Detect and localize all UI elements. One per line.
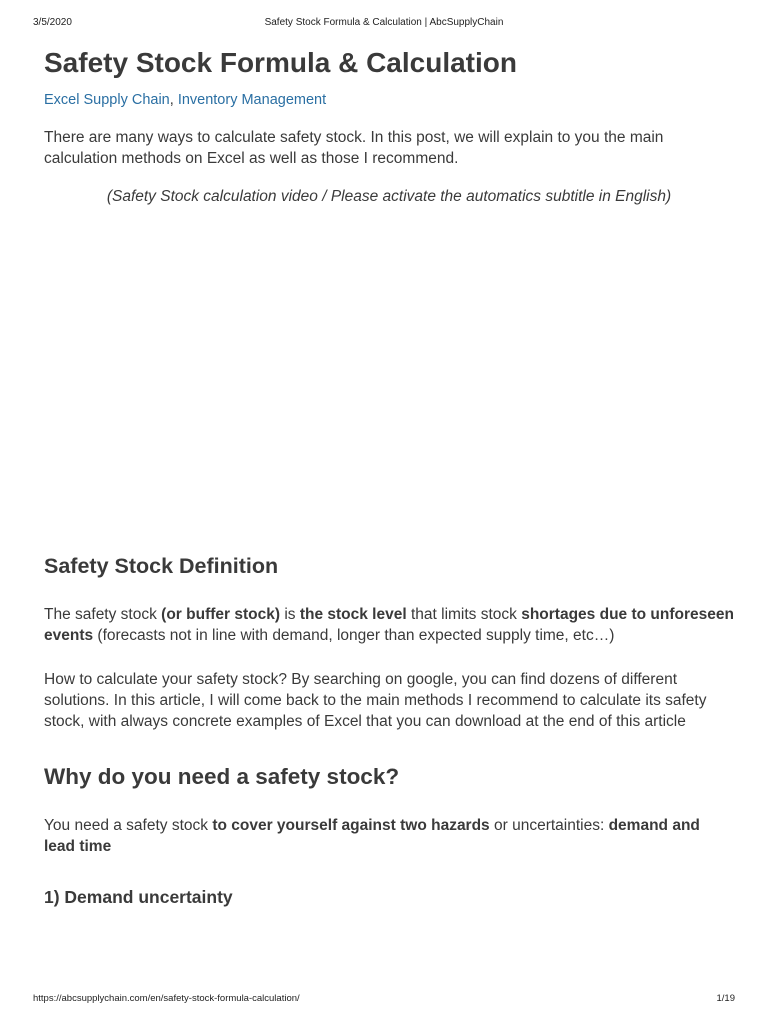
bold-stock-level: the stock level: [299, 606, 407, 623]
page-title: Safety Stock Formula & Calculation: [44, 47, 517, 78]
bold-buffer-stock: (or buffer stock): [161, 606, 281, 623]
intro-paragraph: There are many ways to calculate safety stock. In this post, we will explain to you the main calculation methods on Excel as well as those I recommend.: [44, 129, 664, 167]
bold-two-hazards: to cover yourself against two hazards: [212, 817, 490, 834]
print-page-title: Safety Stock Formula & Calculation | AbcSupplyChain: [264, 17, 504, 28]
category-separator: ,: [169, 92, 178, 108]
how-to-paragraph: How to calculate your safety stock? By searching on google, you can find dozens of different solutions. In this article, I will come back to the main methods I recommend to calculate its safety stock, with always concrete examples of Excel that you can download at the end of this article: [44, 671, 707, 730]
why-paragraph: You need a safety stock to cover yourself against two hazards or uncertainties: demand and lead time: [44, 817, 700, 855]
demand-uncertainty-heading: 1) Demand uncertainty: [44, 887, 233, 907]
definition-heading: Safety Stock Definition: [44, 554, 279, 578]
bold-demand-lead-time: demand and lead time: [44, 817, 700, 855]
category-link-inventory-management[interactable]: Inventory Management: [177, 92, 327, 108]
bold-shortages: shortages due to unforeseen events: [44, 606, 734, 644]
why-heading: Why do you need a safety stock?: [44, 764, 400, 789]
category-links: [44, 91, 734, 109]
print-header: [0, 17, 768, 31]
print-footer: [0, 993, 768, 1007]
definition-paragraph: The safety stock (or buffer stock) is the stock level that limits stock shortages due to unforeseen events (forecasts not in line with demand, longer than expected supply time, etc…): [44, 606, 734, 644]
video-embed-area: [44, 207, 734, 552]
print-page-number: 1/19: [716, 993, 735, 1004]
print-url: https://abcsupplychain.com/en/safety-stock-formula-calculation/: [33, 993, 300, 1004]
video-caption: (Safety Stock calculation video / Please activate the automatics subtitle in English): [106, 188, 672, 205]
category-link-excel-supply-chain[interactable]: Excel Supply Chain: [44, 92, 170, 108]
article: [44, 44, 734, 909]
print-date: 3/5/2020: [33, 17, 72, 28]
